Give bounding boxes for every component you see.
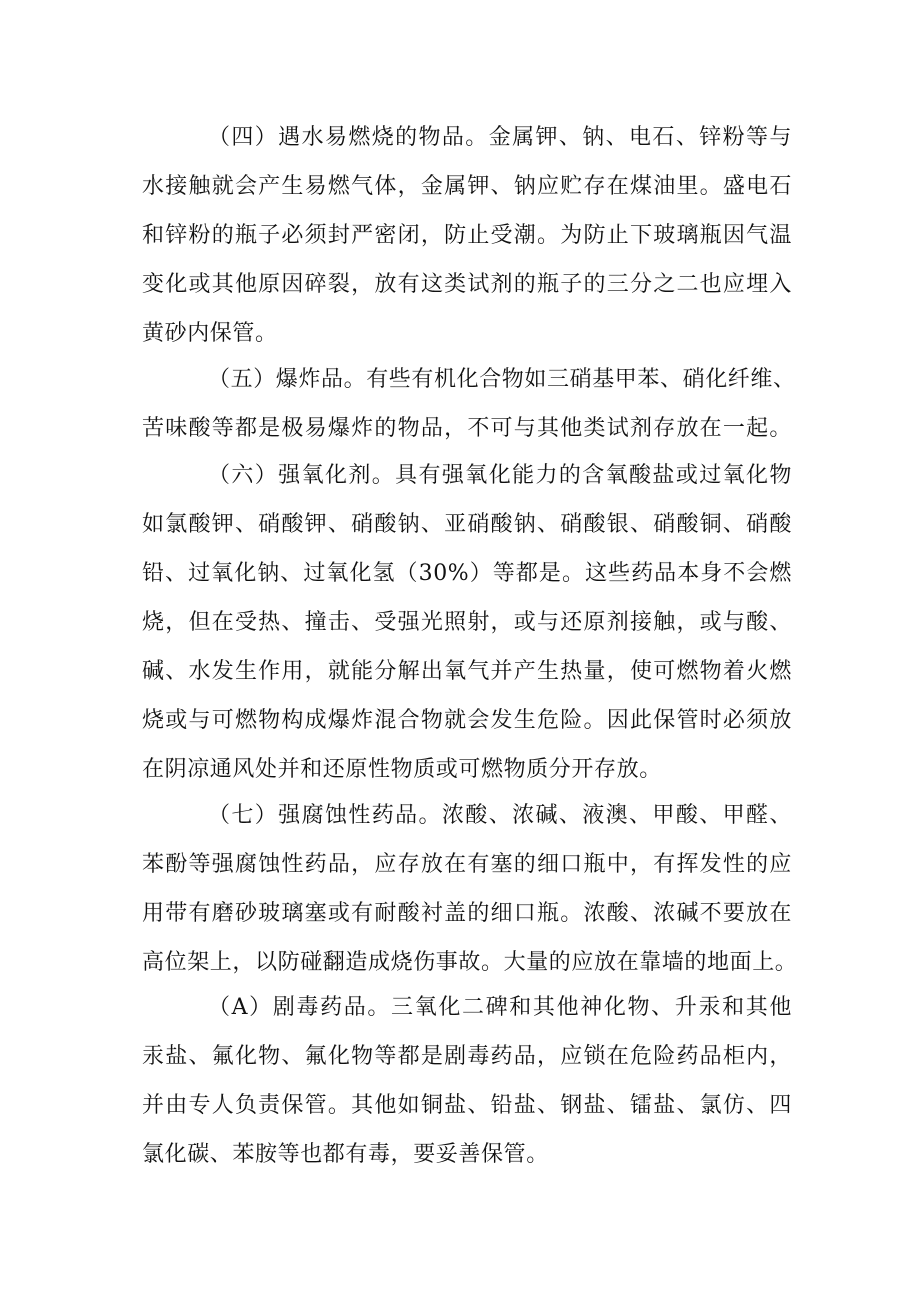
text-line: （四）遇水易燃烧的物品。金属钾、钠、电石、锌粉等与 <box>208 125 792 150</box>
text-line: 烧或与可燃物构成爆炸混合物就会发生危险。因此保管时必须放 <box>142 708 792 733</box>
text-line: 黄砂内保管。 <box>142 321 278 346</box>
text-line: 高位架上，以防碰翻造成烧伤事故。大量的应放在靠墙的地面上。 <box>142 950 798 975</box>
paragraph-oxidizers <box>142 451 792 794</box>
text-line: 用带有磨砂玻璃塞或有耐酸衬盖的细口瓶。浓酸、浓碱不要放在 <box>142 901 792 926</box>
text-line: 烧，但在受热、撞击、受强光照射，或与还原剂接触，或与酸、 <box>142 610 792 635</box>
paragraph-toxic <box>142 983 792 1179</box>
text-line: （五）爆炸品。有些有机化合物如三硝基甲苯、硝化纤维、 <box>208 367 796 392</box>
text-line: 铅、过氧化钠、过氧化氢（30%）等都是。这些药品本身不会燃 <box>142 561 792 586</box>
text-line: 如氯酸钾、硝酸钾、硝酸钠、亚硝酸钠、硝酸银、硝酸铜、硝酸 <box>142 512 792 537</box>
text-line: 在阴凉通风处并和还原性物质或可燃物质分开存放。 <box>142 757 662 782</box>
text-line: 并由专人负责保管。其他如铜盐、铅盐、钢盐、镭盐、氯仿、四 <box>142 1093 792 1118</box>
text-line: 苦味酸等都是极易爆炸的物品，不可与其他类试剂存放在一起。 <box>142 416 792 441</box>
text-line: 水接触就会产生易燃气体，金属钾、钠应贮存在煤油里。盛电石 <box>142 174 792 199</box>
text-line: （七）强腐蚀性药品。浓酸、浓碱、液澳、甲酸、甲醛、 <box>208 803 792 828</box>
paragraph-corrosives <box>142 791 798 987</box>
text-line: （六）强氧化剂。具有强氧化能力的含氧酸盐或过氧化物 <box>208 463 792 488</box>
text-line: 苯酚等强腐蚀性药品，应存放在有塞的细口瓶中，有挥发性的应 <box>142 852 792 877</box>
paragraph-water-reactive <box>142 113 792 358</box>
paragraph-explosives <box>142 355 796 453</box>
text-line: 和锌粉的瓶子必须封严密闭，防止受潮。为防止下玻璃瓶因气温 <box>142 223 792 248</box>
text-line: 变化或其他原因碎裂，放有这类试剂的瓶子的三分之二也应埋入 <box>142 272 792 297</box>
text-line: （A）剧毒药品。三氧化二碑和其他神化物、升汞和其他 <box>208 995 792 1020</box>
text-line: 碱、水发生作用，就能分解出氧气并产生热量，使可燃物着火燃 <box>142 659 792 684</box>
text-line: 汞盐、氟化物、氟化物等都是剧毒药品，应锁在危险药品柜内， <box>142 1044 792 1069</box>
text-line: 氯化碳、苯胺等也都有毒，要妥善保管。 <box>142 1142 549 1167</box>
